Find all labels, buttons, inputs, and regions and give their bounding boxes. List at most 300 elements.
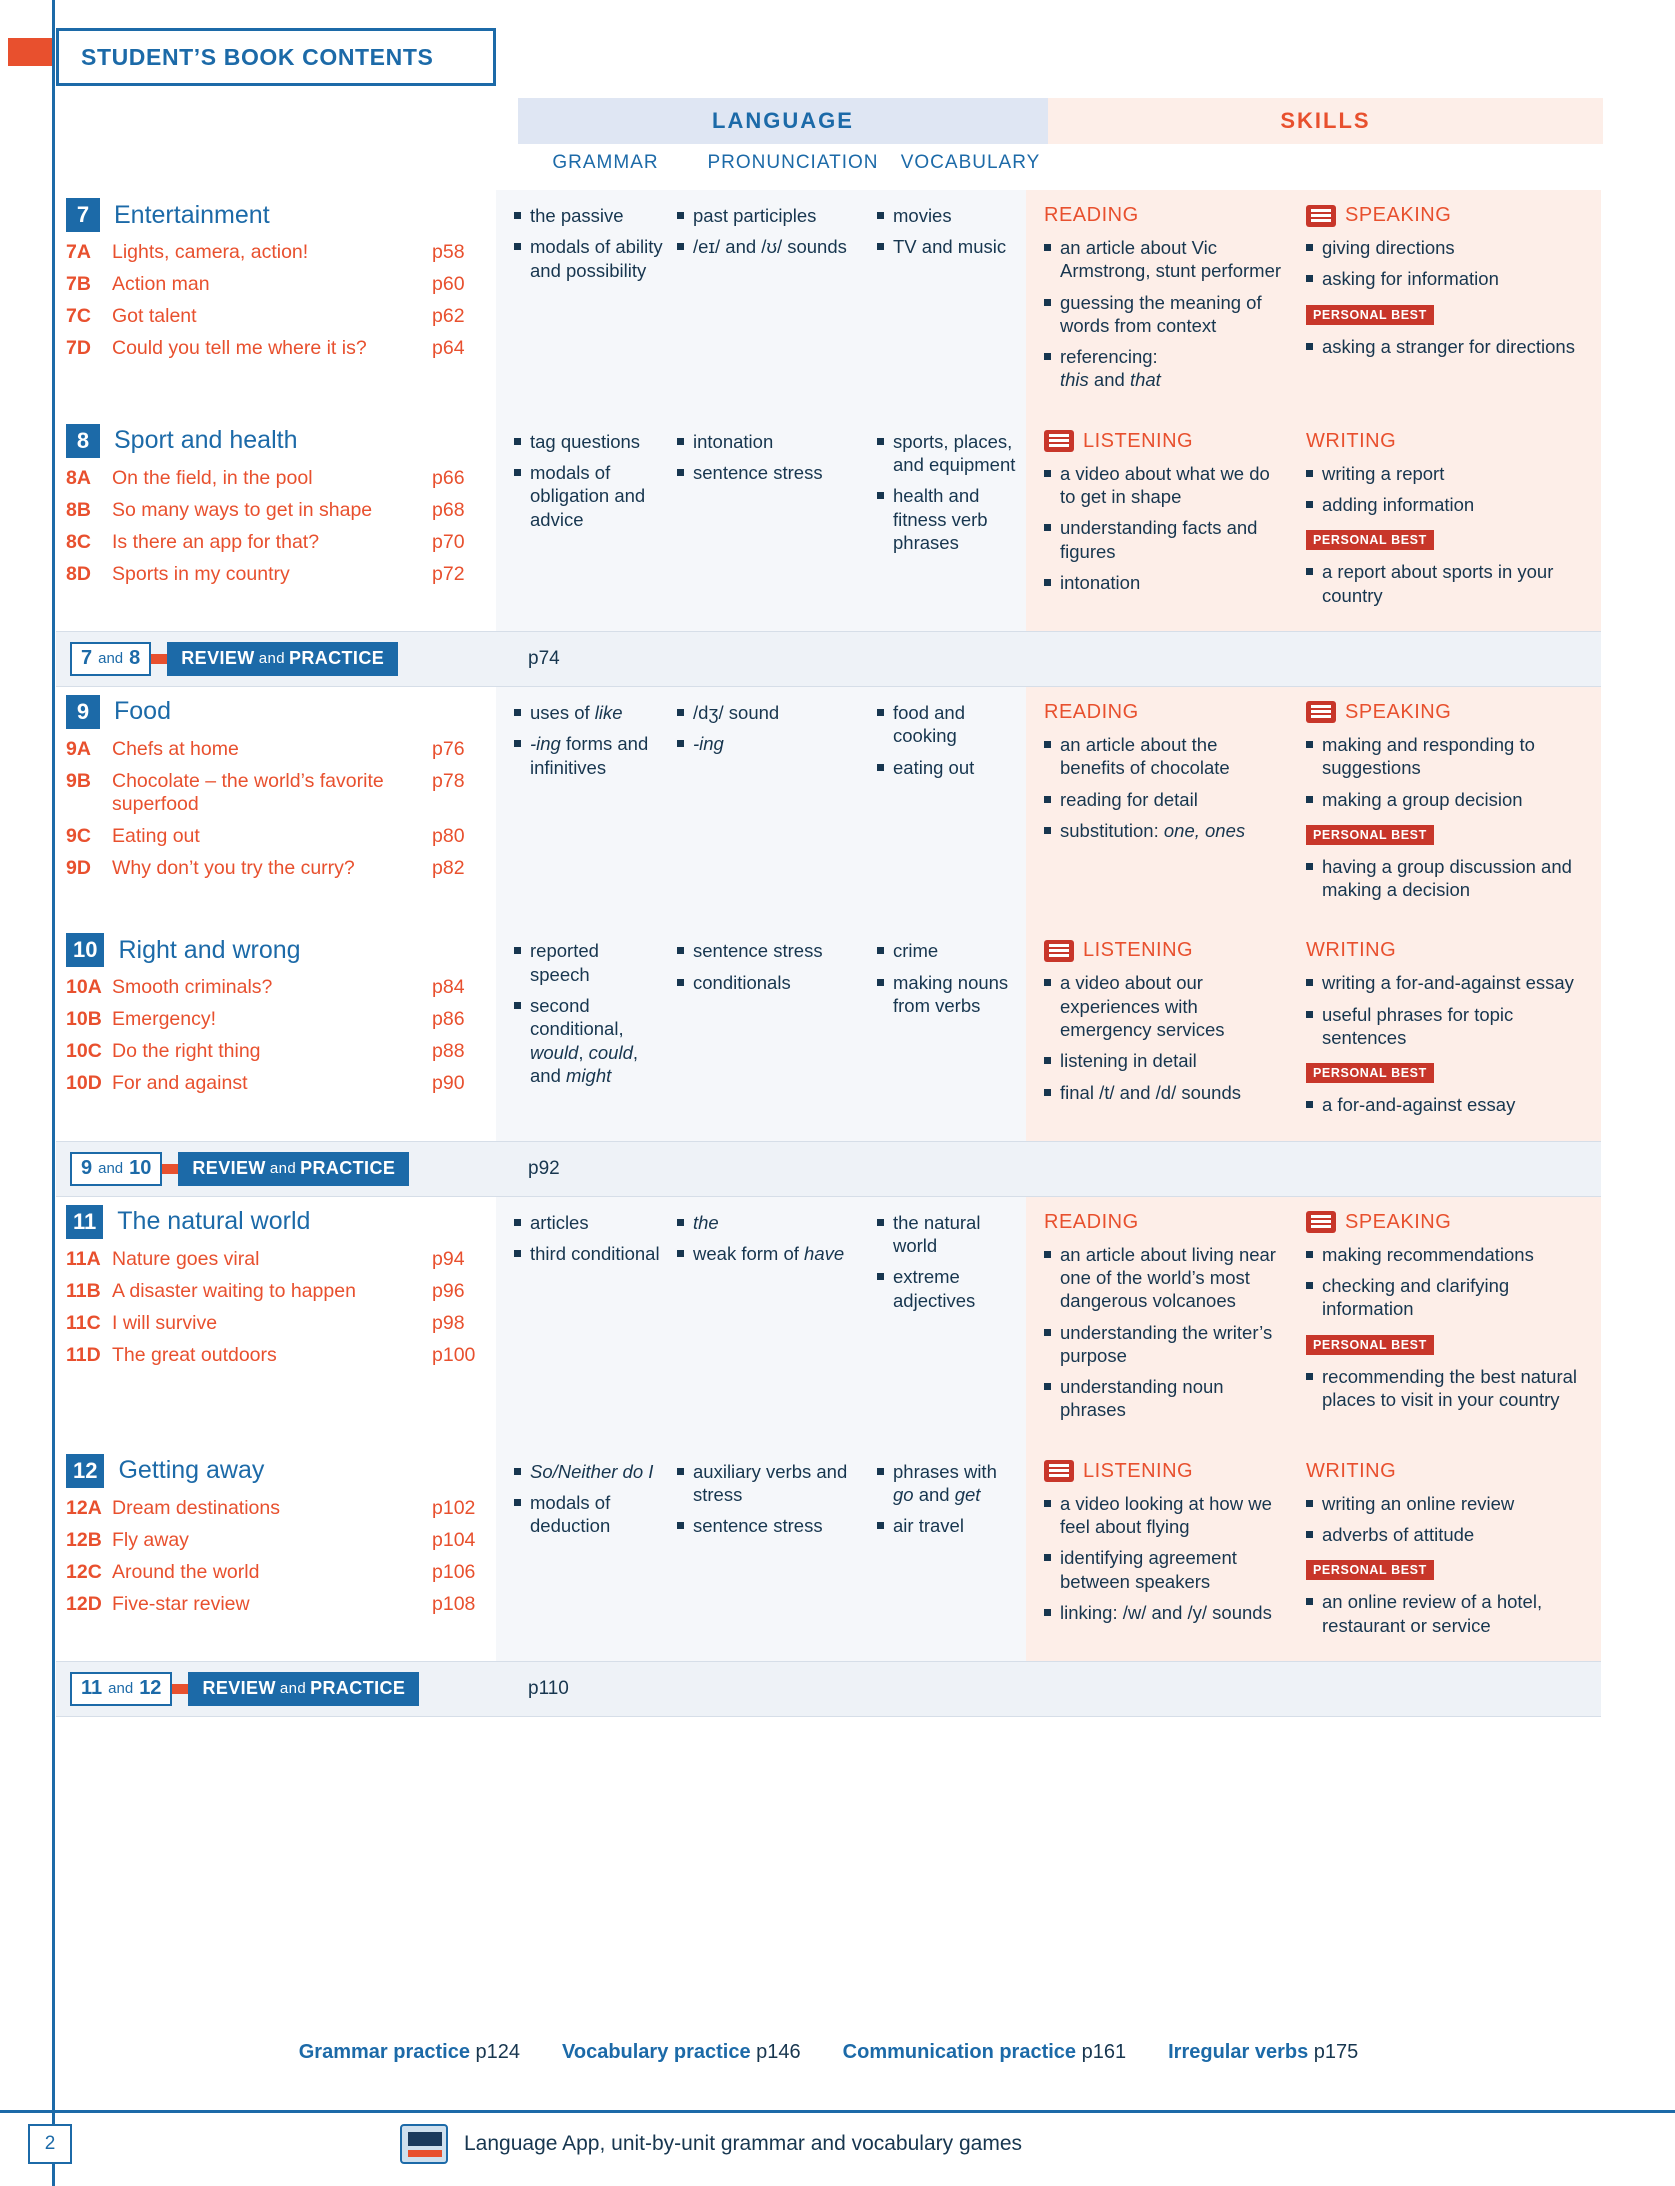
skill-secondary-label — [1306, 939, 1591, 962]
lesson-page: p108 — [432, 1592, 476, 1615]
lesson-page: p96 — [432, 1279, 465, 1302]
list-item: -ing forms and infinitives — [514, 732, 663, 779]
skill-secondary-label — [1306, 701, 1591, 724]
list-item: second conditional, would, could, and might — [514, 994, 663, 1087]
skill-secondary-label-text: WRITING — [1306, 429, 1397, 452]
lesson-name: Eating out — [112, 824, 200, 847]
personal-best-badge: PERSONAL BEST — [1306, 530, 1434, 550]
list-item: an article about the benefits of chocolate — [1044, 733, 1284, 780]
practice-link[interactable] — [1168, 2041, 1358, 2064]
lesson-page: p60 — [432, 273, 465, 295]
unit-row — [56, 416, 1601, 631]
bullet-list — [1044, 733, 1284, 842]
list-item: sentence stress — [677, 1514, 865, 1537]
review-label: REVIEW — [181, 648, 255, 669]
lesson-code: 7D — [66, 337, 91, 359]
unit-number: 7 — [66, 198, 100, 232]
video-icon — [1044, 1460, 1074, 1482]
language-cell — [496, 1446, 1026, 1661]
lesson-name: Dream destinations — [112, 1496, 280, 1519]
video-icon — [1306, 1211, 1336, 1233]
list-item: final /t/ and /d/ sounds — [1044, 1081, 1284, 1104]
column-pronunciation: PRONUNCIATION — [707, 152, 879, 173]
lesson-page: p100 — [432, 1343, 476, 1366]
bullet-list — [1306, 335, 1591, 358]
skill-primary-label-text: READING — [1044, 1210, 1139, 1233]
lesson-code: 9D — [66, 856, 91, 879]
lesson-row[interactable] — [66, 1312, 490, 1335]
skill-secondary — [1296, 204, 1601, 400]
bullet-list — [514, 204, 663, 282]
bullet-list — [1306, 462, 1591, 517]
lesson-page: p84 — [432, 976, 465, 999]
page-footer — [0, 2110, 1675, 2186]
list-item: linking: /w/ and /y/ sounds — [1044, 1601, 1284, 1624]
list-item: articles — [514, 1211, 663, 1234]
orange-tab — [8, 38, 52, 66]
list-item: useful phrases for topic sentences — [1306, 1003, 1591, 1050]
grammar-cell — [496, 939, 671, 1124]
bullet-list — [1306, 1492, 1591, 1547]
skill-secondary-label — [1306, 204, 1591, 227]
personal-best-badge: PERSONAL BEST — [1306, 1063, 1434, 1083]
skill-secondary-label-text: WRITING — [1306, 1459, 1397, 1482]
lesson-page: p106 — [432, 1560, 476, 1583]
unit-info — [56, 416, 496, 631]
review-units — [70, 642, 151, 676]
lesson-name: I will survive — [112, 1311, 218, 1334]
lesson-code: 11B — [66, 1279, 101, 1302]
lesson-row[interactable] — [66, 770, 490, 816]
lesson-row[interactable] — [66, 857, 490, 880]
lesson-row[interactable] — [66, 1529, 490, 1552]
list-item: movies — [877, 204, 1020, 227]
bullet-list — [1306, 560, 1591, 607]
lesson-row[interactable] — [66, 499, 490, 522]
language-subcolumns — [518, 152, 1048, 182]
unit-row — [56, 1446, 1601, 1661]
list-item: food and cooking — [877, 701, 1020, 748]
list-item: auxiliary verbs and stress — [677, 1460, 865, 1507]
lesson-name: Got talent — [112, 305, 197, 327]
lesson-row[interactable] — [66, 241, 490, 264]
list-item: modals of ability and possibility — [514, 235, 663, 282]
bullet-list — [1306, 733, 1591, 811]
unit-number: 9 — [66, 695, 100, 729]
bullet-list — [877, 430, 1020, 554]
unit-title: Food — [114, 697, 171, 726]
list-item: sentence stress — [677, 461, 865, 484]
lesson-code: 9B — [66, 769, 91, 792]
lesson-page: p88 — [432, 1040, 465, 1063]
unit-number: 10 — [66, 933, 104, 967]
skill-secondary — [1296, 939, 1601, 1124]
practice-link[interactable] — [299, 2041, 520, 2064]
unit-number: 11 — [66, 1205, 103, 1239]
lesson-code: 11D — [66, 1343, 101, 1366]
list-item: intonation — [677, 430, 865, 453]
review-pill-and: and — [269, 1160, 297, 1178]
skills-cell — [1026, 416, 1601, 631]
skill-primary-label-text: LISTENING — [1083, 1459, 1194, 1482]
lesson-row[interactable] — [66, 976, 490, 999]
lesson-name: Fly away — [112, 1528, 189, 1551]
lesson-name: Why don’t you try the curry? — [112, 856, 355, 879]
list-item: listening in detail — [1044, 1049, 1284, 1072]
language-band: LANGUAGE — [518, 98, 1048, 144]
list-item: modals of obligation and advice — [514, 461, 663, 531]
list-item: referencing: this and that — [1044, 345, 1284, 392]
skills-band: SKILLS — [1048, 98, 1603, 144]
lesson-row[interactable] — [66, 1248, 490, 1271]
lesson-row[interactable] — [66, 337, 490, 360]
unit-info — [56, 687, 496, 925]
practice-link-name: Communication practice — [842, 2040, 1077, 2063]
lesson-name: Action man — [112, 273, 210, 295]
review-page: p74 — [528, 647, 560, 669]
lesson-row[interactable] — [66, 1280, 490, 1303]
bullet-list — [677, 939, 865, 994]
review-and: and — [108, 1680, 134, 1698]
lesson-row[interactable] — [66, 1561, 490, 1584]
bullet-list — [677, 430, 865, 485]
review-row — [56, 1661, 1601, 1717]
lesson-page: p68 — [432, 498, 465, 521]
skill-primary-label — [1044, 701, 1284, 724]
unit-number: 12 — [66, 1454, 104, 1488]
bullet-list — [1044, 971, 1284, 1103]
lesson-code: 8A — [66, 466, 91, 489]
bullet-list — [1044, 1243, 1284, 1422]
review-unit-second: 10 — [129, 1157, 152, 1180]
bullet-list — [514, 939, 663, 1087]
review-left — [56, 642, 496, 676]
skill-primary-label — [1044, 939, 1284, 962]
bullet-list — [514, 1211, 663, 1266]
review-row — [56, 631, 1601, 687]
lesson-name: Around the world — [112, 1560, 260, 1583]
skill-secondary-label — [1306, 1460, 1591, 1483]
lesson-code: 8B — [66, 498, 91, 521]
lesson-row[interactable] — [66, 1008, 490, 1031]
bullet-list — [877, 204, 1020, 259]
list-item: health and fitness verb phrases — [877, 484, 1020, 554]
lesson-row[interactable] — [66, 1344, 490, 1367]
language-cell — [496, 190, 1026, 416]
app-text: Language App, unit-by-unit grammar and vocabulary games — [464, 2132, 1022, 2155]
skill-primary — [1026, 701, 1296, 909]
lesson-code: 12C — [66, 1560, 102, 1583]
page-title-text: STUDENT’S BOOK CONTENTS — [81, 43, 434, 70]
skill-secondary — [1296, 701, 1601, 909]
list-item: /eɪ/ and /ʊ/ sounds — [677, 235, 865, 258]
list-item: identifying agreement between speakers — [1044, 1546, 1284, 1593]
skills-cell — [1026, 687, 1601, 925]
list-item: the — [677, 1211, 865, 1234]
list-item: third conditional — [514, 1242, 663, 1265]
video-icon — [1044, 940, 1074, 962]
personal-best-badge: PERSONAL BEST — [1306, 1560, 1434, 1580]
lesson-code: 11A — [66, 1247, 101, 1270]
lesson-name: Five-star review — [112, 1592, 250, 1615]
unit-info — [56, 1446, 496, 1661]
bullet-list — [677, 204, 865, 259]
bullet-list — [877, 1211, 1020, 1312]
list-item: asking a stranger for directions — [1306, 335, 1591, 358]
lesson-row[interactable] — [66, 1072, 490, 1095]
practice-link-name: Grammar practice — [298, 2040, 470, 2063]
list-item: modals of deduction — [514, 1491, 663, 1538]
vocabulary-cell — [871, 204, 1026, 400]
lesson-page: p104 — [432, 1528, 476, 1551]
lesson-page: p80 — [432, 824, 465, 847]
bullet-list — [1044, 1492, 1284, 1624]
skill-secondary — [1296, 430, 1601, 615]
language-cell — [496, 687, 1026, 925]
skill-primary — [1026, 1460, 1296, 1645]
practice-label: PRACTICE — [288, 648, 385, 669]
practice-link-page: p175 — [1313, 2040, 1359, 2063]
video-icon — [1306, 701, 1336, 723]
unit-title: Sport and health — [114, 426, 298, 455]
lesson-row[interactable] — [66, 305, 490, 328]
review-pill — [188, 1672, 419, 1706]
practice-link[interactable] — [843, 2041, 1126, 2064]
lesson-page: p70 — [432, 530, 465, 553]
practice-link-page: p161 — [1081, 2040, 1127, 2063]
grammar-cell — [496, 1211, 671, 1430]
unit-title: Right and wrong — [118, 935, 301, 964]
list-item: conditionals — [677, 971, 865, 994]
list-item: eating out — [877, 756, 1020, 779]
unit-info — [56, 1197, 496, 1446]
review-pill — [178, 1152, 409, 1186]
contents-grid — [56, 190, 1601, 1717]
skill-primary — [1026, 1211, 1296, 1430]
practice-link-name: Irregular verbs — [1168, 2040, 1309, 2063]
list-item: past participles — [677, 204, 865, 227]
list-item: substitution: one, ones — [1044, 819, 1284, 842]
pronunciation-cell — [671, 939, 871, 1124]
review-unit-first: 9 — [81, 1157, 93, 1180]
lesson-page: p76 — [432, 737, 465, 760]
pronunciation-cell — [671, 1211, 871, 1430]
review-dash — [151, 654, 167, 664]
list-item: adding information — [1306, 493, 1591, 516]
skills-cell — [1026, 1197, 1601, 1446]
grammar-cell — [496, 1460, 671, 1645]
review-unit-first: 11 — [81, 1677, 103, 1700]
pronunciation-cell — [671, 701, 871, 909]
list-item: giving directions — [1306, 236, 1591, 259]
review-unit-second: 8 — [129, 647, 141, 670]
lesson-page: p98 — [432, 1311, 465, 1334]
list-item: tag questions — [514, 430, 663, 453]
lesson-name: The great outdoors — [112, 1343, 277, 1366]
list-item: weak form of have — [677, 1242, 865, 1265]
lesson-code: 7C — [66, 305, 91, 327]
unit-info — [56, 190, 496, 416]
list-item: a video about what we do to get in shape — [1044, 462, 1284, 509]
skill-primary-label — [1044, 1211, 1284, 1234]
practice-label: PRACTICE — [310, 1678, 406, 1699]
language-cell — [496, 416, 1026, 631]
lesson-code: 10C — [66, 1040, 102, 1063]
list-item: air travel — [877, 1514, 1020, 1537]
lesson-code: 8D — [66, 562, 91, 585]
pronunciation-cell — [671, 430, 871, 615]
lesson-code: 10A — [66, 976, 102, 999]
skill-primary-label-text: LISTENING — [1083, 939, 1194, 962]
lesson-row[interactable] — [66, 1593, 490, 1616]
list-item: a for-and-against essay — [1306, 1093, 1591, 1116]
lesson-row[interactable] — [66, 1497, 490, 1520]
list-item: reported speech — [514, 939, 663, 986]
unit-header — [66, 933, 490, 967]
pronunciation-cell — [671, 204, 871, 400]
bullet-list — [1044, 236, 1284, 392]
list-item: guessing the meaning of words from context — [1044, 291, 1284, 338]
lesson-code: 9C — [66, 824, 91, 847]
review-pill — [167, 642, 398, 676]
lesson-row[interactable] — [66, 563, 490, 586]
column-vocabulary: VOCABULARY — [900, 152, 1041, 173]
list-item: reading for detail — [1044, 788, 1284, 811]
list-item: a video looking at how we feel about flying — [1044, 1492, 1284, 1539]
practice-link[interactable] — [562, 2041, 801, 2064]
language-app-row — [400, 2124, 1022, 2164]
lesson-code: 10D — [66, 1072, 102, 1095]
list-item: checking and clarifying information — [1306, 1274, 1591, 1321]
lesson-row[interactable] — [66, 825, 490, 848]
review-page: p110 — [528, 1677, 569, 1699]
review-left — [56, 1152, 496, 1186]
unit-row — [56, 925, 1601, 1140]
lesson-row[interactable] — [66, 1040, 490, 1063]
skill-secondary-label — [1306, 1211, 1591, 1234]
unit-title: The natural world — [117, 1207, 311, 1236]
bullet-list — [514, 430, 663, 531]
practice-link-page: p146 — [756, 2040, 801, 2063]
unit-header — [66, 1454, 490, 1488]
lesson-name: So many ways to get in shape — [112, 498, 373, 521]
lesson-code: 12A — [66, 1496, 102, 1519]
list-item: So/Neither do I — [514, 1460, 663, 1483]
skill-primary-label-text: LISTENING — [1083, 429, 1194, 452]
footer-rule — [0, 2110, 1675, 2113]
list-item: /dʒ/ sound — [677, 701, 865, 724]
list-item: an article about Vic Armstrong, stunt performer — [1044, 236, 1284, 283]
review-dash — [172, 1684, 188, 1694]
list-item: having a group discussion and making a decision — [1306, 855, 1591, 902]
unit-title: Getting away — [118, 1456, 265, 1485]
unit-row — [56, 1197, 1601, 1446]
bullet-list — [877, 939, 1020, 1017]
list-item: intonation — [1044, 571, 1284, 594]
vocabulary-cell — [871, 939, 1026, 1124]
lesson-row[interactable] — [66, 531, 490, 554]
review-label: REVIEW — [202, 1678, 276, 1699]
lesson-name: Chocolate – the world’s favorite superfood — [112, 769, 384, 815]
skill-primary — [1026, 430, 1296, 615]
list-item: understanding noun phrases — [1044, 1375, 1284, 1422]
lesson-name: Is there an app for that? — [112, 530, 320, 553]
lesson-page: p94 — [432, 1247, 465, 1270]
lesson-name: Nature goes viral — [112, 1247, 260, 1270]
list-item: asking for information — [1306, 267, 1591, 290]
list-item: writing an online review — [1306, 1492, 1591, 1515]
lesson-row[interactable] — [66, 467, 490, 490]
lesson-name: Smooth criminals? — [112, 976, 273, 999]
lesson-code: 7B — [66, 273, 91, 295]
skill-primary — [1026, 939, 1296, 1124]
language-cell — [496, 1197, 1026, 1446]
list-item: making nouns from verbs — [877, 971, 1020, 1018]
review-dash — [162, 1164, 178, 1174]
bullet-list — [877, 1460, 1020, 1538]
lesson-code: 12B — [66, 1528, 102, 1551]
bullet-list — [677, 701, 865, 756]
lesson-name: Sports in my country — [112, 562, 290, 585]
column-grammar: GRAMMAR — [552, 152, 659, 173]
vocabulary-cell — [871, 1211, 1026, 1430]
skill-secondary — [1296, 1211, 1601, 1430]
practice-label: PRACTICE — [300, 1158, 396, 1179]
lesson-code: 8C — [66, 530, 91, 553]
list-item: understanding the writer’s purpose — [1044, 1321, 1284, 1368]
skill-secondary-label-text: SPEAKING — [1345, 700, 1452, 723]
lesson-page: p82 — [432, 856, 465, 879]
list-item: adverbs of attitude — [1306, 1523, 1591, 1546]
lesson-code: 9A — [66, 737, 91, 760]
list-item: a video about our experiences with emergency services — [1044, 971, 1284, 1041]
unit-info — [56, 925, 496, 1140]
skill-primary-label-text: READING — [1044, 700, 1139, 723]
list-item: phrases with go and get — [877, 1460, 1020, 1507]
lesson-page: p62 — [432, 305, 465, 327]
personal-best-badge: PERSONAL BEST — [1306, 825, 1434, 845]
lesson-row[interactable] — [66, 738, 490, 761]
bullet-list — [1044, 462, 1284, 594]
bullet-list — [1306, 1093, 1591, 1116]
skill-secondary-label-text: SPEAKING — [1345, 204, 1452, 226]
unit-title: Entertainment — [114, 200, 270, 229]
practice-link-name: Vocabulary practice — [562, 2040, 751, 2063]
left-rule — [52, 0, 55, 2186]
unit-header — [66, 424, 490, 458]
pronunciation-cell — [671, 1460, 871, 1645]
skill-secondary — [1296, 1460, 1601, 1645]
skill-secondary-label-text: WRITING — [1306, 939, 1397, 962]
lesson-page: p66 — [432, 466, 465, 489]
review-page: p92 — [528, 1157, 560, 1179]
unit-row — [56, 190, 1601, 416]
app-icon — [400, 2124, 448, 2164]
lesson-name: On the field, in the pool — [112, 466, 313, 489]
review-and: and — [98, 650, 124, 668]
list-item: the passive — [514, 204, 663, 227]
list-item: an online review of a hotel, restaurant or service — [1306, 1590, 1591, 1637]
lesson-page: p78 — [432, 769, 465, 792]
bullet-list — [677, 1460, 865, 1538]
lesson-code: 12D — [66, 1592, 102, 1615]
unit-number: 8 — [66, 424, 100, 458]
lesson-name: A disaster waiting to happen — [112, 1279, 356, 1302]
bullet-list — [1306, 1243, 1591, 1321]
lesson-row[interactable] — [66, 273, 490, 296]
review-units — [70, 1152, 162, 1186]
review-unit-first: 7 — [81, 647, 93, 670]
